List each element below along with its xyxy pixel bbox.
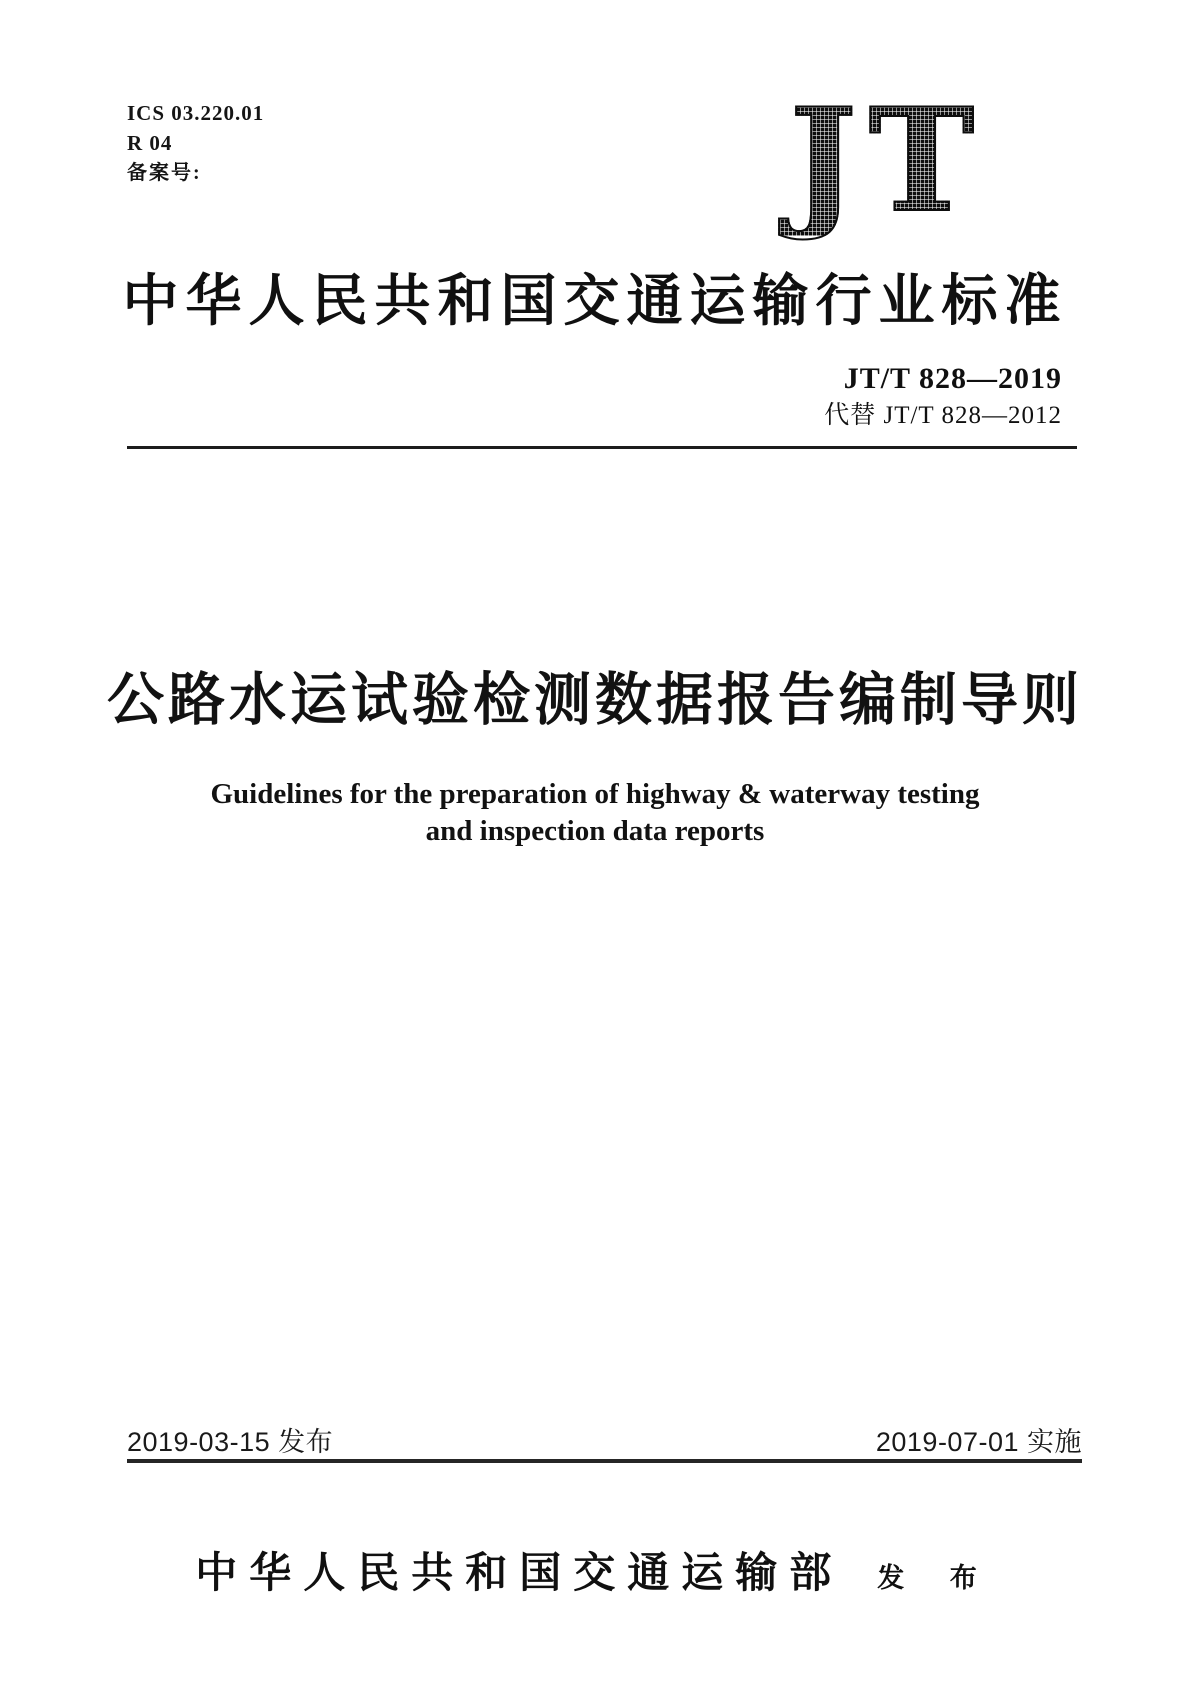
effective-date: 2019-07-01 实施: [875, 1427, 1082, 1457]
issuing-ministry: 中华人民共和国交通运输部: [195, 1551, 844, 1597]
document-title-english-line2: and inspection data reports: [425, 815, 765, 847]
top-horizontal-rule: [127, 446, 1077, 449]
standard-number-block: [824, 362, 1062, 432]
ics-classification-block: [127, 98, 264, 188]
document-title-english: [0, 776, 1190, 850]
issue-verb-label: 发 布: [877, 1563, 995, 1594]
dates-row: [127, 1420, 1082, 1459]
replaced-standard-note: 代替 JT/T 828—2012: [824, 402, 1062, 429]
standard-type-heading: 中华人民共和国交通运输行业标准: [122, 271, 1068, 333]
ics-code: ICS 03.220.01: [127, 101, 265, 125]
issue-date: 2019-03-15 发布: [127, 1427, 334, 1457]
standard-number: JT/T 828—2019: [843, 362, 1062, 395]
classification-code: R 04: [127, 131, 173, 155]
issuer-row: [0, 1540, 1190, 1600]
jt-halftone-logo: JT: [768, 86, 1008, 236]
record-number-label: 备案号:: [127, 162, 202, 184]
document-title-english-line1: Guidelines for the preparation of highway & waterway testing: [210, 778, 980, 810]
bottom-horizontal-rule: [127, 1459, 1082, 1463]
document-title-chinese: 公路水运试验检测数据报告编制导则: [107, 667, 1083, 733]
